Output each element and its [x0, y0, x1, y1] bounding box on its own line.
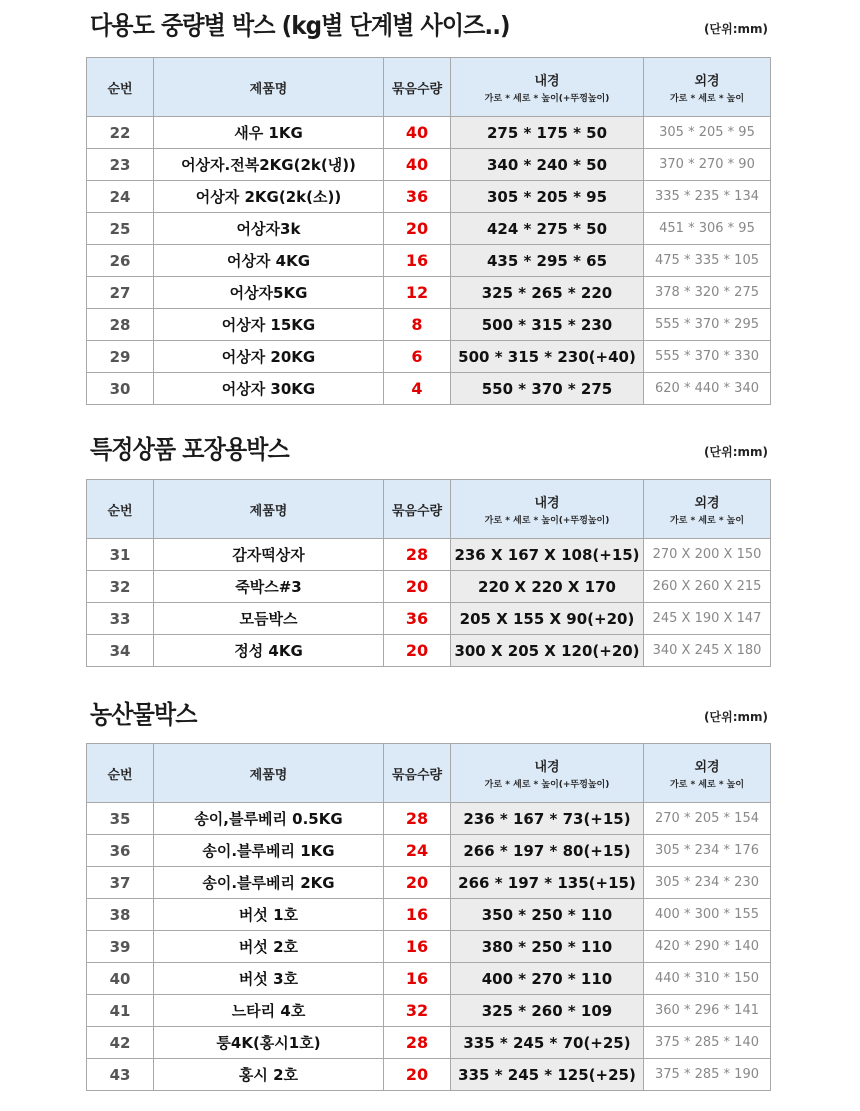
header-name: 제품명: [154, 480, 384, 539]
cell-bundle-qty: 36: [384, 181, 451, 213]
header-qty: 묶음수량: [384, 480, 451, 539]
header-qty: 묶음수량: [384, 58, 451, 117]
cell-product-name: 어상자 2KG(2k(소)): [154, 181, 384, 213]
cell-inner-size: 380 * 250 * 110: [451, 931, 644, 963]
cell-number: 35: [87, 803, 154, 835]
header-outer: 외경 가로 * 세로 * 높이: [644, 744, 771, 803]
box-size-table: [86, 743, 771, 1091]
cell-number: 32: [87, 571, 154, 603]
cell-inner-size: 266 * 197 * 135(+15): [451, 867, 644, 899]
cell-inner-size: 424 * 275 * 50: [451, 213, 644, 245]
cell-bundle-qty: 32: [384, 995, 451, 1027]
cell-bundle-qty: 36: [384, 603, 451, 635]
table-row: [87, 373, 771, 405]
header-outer: 외경 가로 * 세로 * 높이: [644, 58, 771, 117]
cell-outer-size: 555 * 370 * 295: [644, 309, 771, 341]
table-row: [87, 931, 771, 963]
cell-inner-size: 236 * 167 * 73(+15): [451, 803, 644, 835]
cell-bundle-qty: 24: [384, 835, 451, 867]
cell-product-name: 어상자 20KG: [154, 341, 384, 373]
cell-inner-size: 550 * 370 * 275: [451, 373, 644, 405]
cell-bundle-qty: 20: [384, 867, 451, 899]
header-qty: 묶음수량: [384, 744, 451, 803]
cell-bundle-qty: 16: [384, 245, 451, 277]
cell-bundle-qty: 16: [384, 899, 451, 931]
cell-number: 38: [87, 899, 154, 931]
cell-number: 39: [87, 931, 154, 963]
cell-number: 23: [87, 149, 154, 181]
cell-number: 30: [87, 373, 154, 405]
cell-bundle-qty: 20: [384, 213, 451, 245]
cell-inner-size: 325 * 265 * 220: [451, 277, 644, 309]
table-row: [87, 341, 771, 373]
cell-product-name: 감자떡상자: [154, 539, 384, 571]
cell-product-name: 버섯 2호: [154, 931, 384, 963]
cell-bundle-qty: 40: [384, 149, 451, 181]
cell-outer-size: 360 * 296 * 141: [644, 995, 771, 1027]
cell-bundle-qty: 16: [384, 963, 451, 995]
cell-number: 43: [87, 1059, 154, 1091]
cell-product-name: 어상자 30KG: [154, 373, 384, 405]
header-name: 제품명: [154, 58, 384, 117]
cell-number: 34: [87, 635, 154, 667]
cell-product-name: 정성 4KG: [154, 635, 384, 667]
cell-inner-size: 205 X 155 X 90(+20): [451, 603, 644, 635]
cell-product-name: 송이,블루베리 0.5KG: [154, 803, 384, 835]
cell-product-name: 홍시 2호: [154, 1059, 384, 1091]
cell-outer-size: 270 X 200 X 150: [644, 539, 771, 571]
cell-outer-size: 305 * 205 * 95: [644, 117, 771, 149]
cell-product-name: 어상자 15KG: [154, 309, 384, 341]
table-row: [87, 899, 771, 931]
cell-number: 36: [87, 835, 154, 867]
cell-product-name: 어상자5KG: [154, 277, 384, 309]
cell-outer-size: 620 * 440 * 340: [644, 373, 771, 405]
cell-outer-size: 305 * 234 * 230: [644, 867, 771, 899]
table-row: [87, 963, 771, 995]
cell-inner-size: 435 * 295 * 65: [451, 245, 644, 277]
cell-number: 31: [87, 539, 154, 571]
cell-product-name: 느타리 4호: [154, 995, 384, 1027]
cell-number: 37: [87, 867, 154, 899]
cell-inner-size: 340 * 240 * 50: [451, 149, 644, 181]
cell-outer-size: 440 * 310 * 150: [644, 963, 771, 995]
table-row: [87, 277, 771, 309]
table-header-row: [87, 744, 771, 803]
cell-number: 22: [87, 117, 154, 149]
cell-number: 33: [87, 603, 154, 635]
cell-bundle-qty: 40: [384, 117, 451, 149]
cell-bundle-qty: 12: [384, 277, 451, 309]
header-inner: 내경 가로 * 세로 * 높이(+뚜껑높이): [451, 480, 644, 539]
cell-inner-size: 335 * 245 * 70(+25): [451, 1027, 644, 1059]
cell-outer-size: 378 * 320 * 275: [644, 277, 771, 309]
unit-label: (단위:mm): [704, 710, 768, 724]
cell-bundle-qty: 28: [384, 1027, 451, 1059]
cell-inner-size: 500 * 315 * 230: [451, 309, 644, 341]
cell-product-name: 버섯 1호: [154, 899, 384, 931]
cell-inner-size: 275 * 175 * 50: [451, 117, 644, 149]
cell-bundle-qty: 20: [384, 635, 451, 667]
header-no: 순번: [87, 58, 154, 117]
cell-product-name: 어상자3k: [154, 213, 384, 245]
header-name: 제품명: [154, 744, 384, 803]
cell-bundle-qty: 8: [384, 309, 451, 341]
cell-number: 28: [87, 309, 154, 341]
box-size-table: [86, 479, 771, 667]
table-row: [87, 181, 771, 213]
cell-product-name: 송이.블루베리 2KG: [154, 867, 384, 899]
table-row: [87, 635, 771, 667]
header-no: 순번: [87, 480, 154, 539]
cell-product-name: 모듬박스: [154, 603, 384, 635]
table-row: [87, 995, 771, 1027]
section-title: 특정상품 포장용박스: [90, 435, 289, 464]
table-row: [87, 149, 771, 181]
cell-outer-size: 335 * 235 * 134: [644, 181, 771, 213]
cell-number: 41: [87, 995, 154, 1027]
table-row: [87, 571, 771, 603]
table-header-row: [87, 58, 771, 117]
table-row: [87, 867, 771, 899]
header-outer: 외경 가로 * 세로 * 높이: [644, 480, 771, 539]
table-row: [87, 539, 771, 571]
cell-outer-size: 400 * 300 * 155: [644, 899, 771, 931]
cell-inner-size: 220 X 220 X 170: [451, 571, 644, 603]
cell-bundle-qty: 6: [384, 341, 451, 373]
cell-product-name: 어상자.전복2KG(2k(냉)): [154, 149, 384, 181]
header-inner: 내경 가로 * 세로 * 높이(+뚜껑높이): [451, 58, 644, 117]
cell-number: 26: [87, 245, 154, 277]
cell-inner-size: 350 * 250 * 110: [451, 899, 644, 931]
cell-outer-size: 260 X 260 X 215: [644, 571, 771, 603]
cell-inner-size: 266 * 197 * 80(+15): [451, 835, 644, 867]
cell-inner-size: 335 * 245 * 125(+25): [451, 1059, 644, 1091]
table-row: [87, 213, 771, 245]
table-row: [87, 309, 771, 341]
cell-outer-size: 340 X 245 X 180: [644, 635, 771, 667]
cell-outer-size: 370 * 270 * 90: [644, 149, 771, 181]
cell-bundle-qty: 4: [384, 373, 451, 405]
table-row: [87, 117, 771, 149]
cell-inner-size: 236 X 167 X 108(+15): [451, 539, 644, 571]
table-row: [87, 1027, 771, 1059]
cell-product-name: 버섯 3호: [154, 963, 384, 995]
cell-outer-size: 375 * 285 * 190: [644, 1059, 771, 1091]
section-title: 다용도 중량별 박스 (kg별 단계별 사이즈..): [90, 11, 510, 40]
cell-bundle-qty: 28: [384, 539, 451, 571]
cell-number: 24: [87, 181, 154, 213]
table-row: [87, 803, 771, 835]
section-title: 농산물박스: [90, 700, 197, 729]
cell-product-name: 퉁4K(홍시1호): [154, 1027, 384, 1059]
cell-inner-size: 400 * 270 * 110: [451, 963, 644, 995]
cell-product-name: 죽박스#3: [154, 571, 384, 603]
cell-bundle-qty: 28: [384, 803, 451, 835]
cell-outer-size: 451 * 306 * 95: [644, 213, 771, 245]
cell-outer-size: 375 * 285 * 140: [644, 1027, 771, 1059]
cell-inner-size: 300 X 205 X 120(+20): [451, 635, 644, 667]
table-row: [87, 1059, 771, 1091]
cell-product-name: 어상자 4KG: [154, 245, 384, 277]
box-size-table: [86, 57, 771, 405]
cell-product-name: 새우 1KG: [154, 117, 384, 149]
cell-product-name: 송이.블루베리 1KG: [154, 835, 384, 867]
cell-outer-size: 305 * 234 * 176: [644, 835, 771, 867]
cell-number: 29: [87, 341, 154, 373]
cell-outer-size: 245 X 190 X 147: [644, 603, 771, 635]
cell-bundle-qty: 20: [384, 571, 451, 603]
unit-label: (단위:mm): [704, 22, 768, 36]
cell-outer-size: 555 * 370 * 330: [644, 341, 771, 373]
cell-number: 25: [87, 213, 154, 245]
cell-number: 27: [87, 277, 154, 309]
cell-inner-size: 305 * 205 * 95: [451, 181, 644, 213]
header-inner: 내경 가로 * 세로 * 높이(+뚜껑높이): [451, 744, 644, 803]
table-row: [87, 603, 771, 635]
cell-inner-size: 500 * 315 * 230(+40): [451, 341, 644, 373]
cell-bundle-qty: 20: [384, 1059, 451, 1091]
table-row: [87, 245, 771, 277]
table-header-row: [87, 480, 771, 539]
cell-number: 42: [87, 1027, 154, 1059]
cell-bundle-qty: 16: [384, 931, 451, 963]
cell-number: 40: [87, 963, 154, 995]
cell-inner-size: 325 * 260 * 109: [451, 995, 644, 1027]
unit-label: (단위:mm): [704, 445, 768, 459]
cell-outer-size: 270 * 205 * 154: [644, 803, 771, 835]
table-row: [87, 835, 771, 867]
cell-outer-size: 475 * 335 * 105: [644, 245, 771, 277]
header-no: 순번: [87, 744, 154, 803]
cell-outer-size: 420 * 290 * 140: [644, 931, 771, 963]
